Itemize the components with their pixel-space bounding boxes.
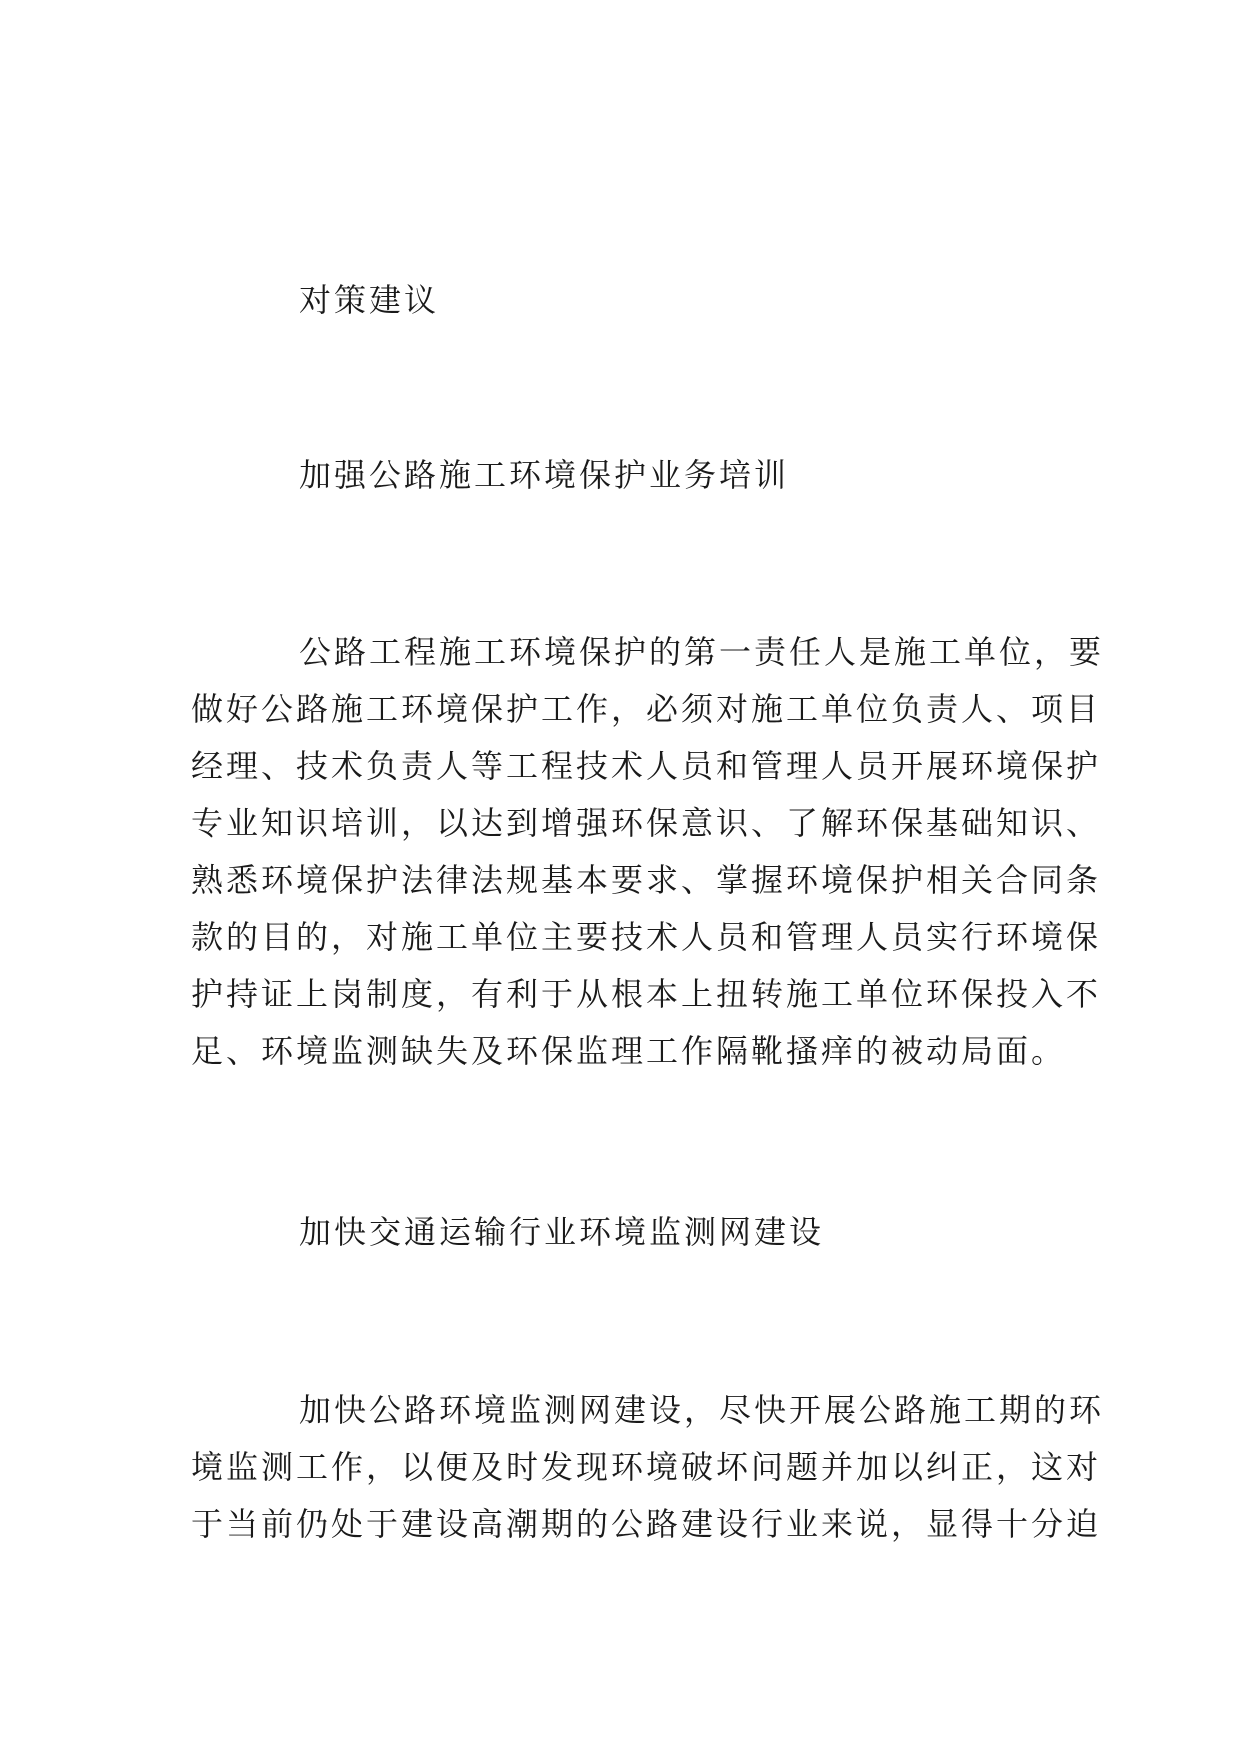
paragraph-line: 款的目的，对施工单位主要技术人员和管理人员实行环境保 bbox=[191, 918, 1102, 956]
paragraph-training bbox=[191, 624, 1105, 1080]
section-heading-monitoring: 加快交通运输行业环境监测网建设 bbox=[299, 1213, 825, 1251]
paragraph-line: 熟悉环境保护法律法规基本要求、掌握环境保护相关合同条 bbox=[191, 861, 1102, 899]
paragraph-line: 境监测工作，以便及时发现环境破坏问题并加以纠正，这对 bbox=[191, 1448, 1102, 1486]
paragraph-monitoring bbox=[191, 1382, 1105, 1553]
paragraph-line: 足、环境监测缺失及环保监理工作隔靴搔痒的被动局面。 bbox=[191, 1032, 1067, 1070]
main-heading: 对策建议 bbox=[299, 281, 440, 319]
paragraph-line: 做好公路施工环境保护工作，必须对施工单位负责人、项目 bbox=[191, 690, 1102, 728]
section-heading-training: 加强公路施工环境保护业务培训 bbox=[299, 456, 790, 494]
paragraph-line: 于当前仍处于建设高潮期的公路建设行业来说，显得十分迫 bbox=[191, 1505, 1102, 1543]
paragraph-line: 公路工程施工环境保护的第一责任人是施工单位，要 bbox=[299, 633, 1105, 671]
paragraph-line: 经理、技术负责人等工程技术人员和管理人员开展环境保护 bbox=[191, 747, 1102, 785]
paragraph-line: 护持证上岗制度，有利于从根本上扭转施工单位环保投入不 bbox=[191, 975, 1102, 1013]
paragraph-line: 专业知识培训，以达到增强环保意识、了解环保基础知识、 bbox=[191, 804, 1102, 842]
paragraph-line: 加快公路环境监测网建设，尽快开展公路施工期的环 bbox=[299, 1391, 1105, 1429]
